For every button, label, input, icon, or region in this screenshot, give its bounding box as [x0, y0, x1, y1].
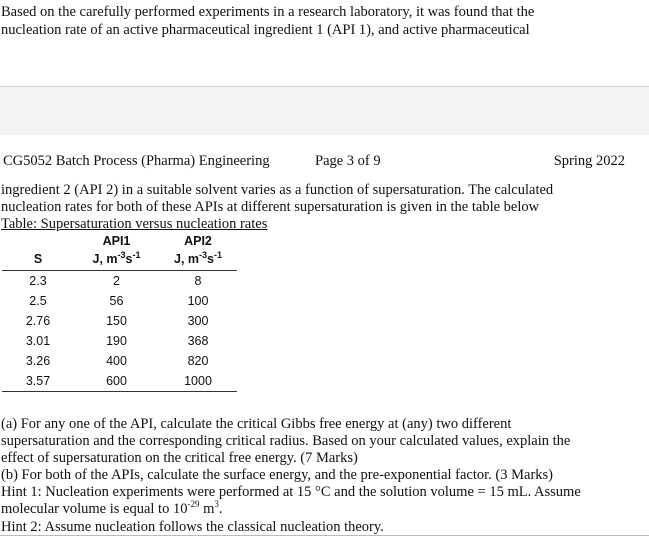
- cell-api1: 2: [113, 274, 120, 288]
- question-a-line: effect of supersaturation on the critical free energy. (7 Marks): [1, 450, 358, 466]
- page-header: [3, 152, 625, 170]
- table-caption: Table: Supersaturation versus nucleation rates: [1, 216, 268, 232]
- hint-2-line: Hint 2: Assume nucleation follows the classical nucleation theory.: [1, 519, 384, 535]
- cell-api2: 8: [194, 274, 202, 288]
- header-term: Spring 2022: [553, 153, 625, 169]
- cell-s: 3.57: [25, 374, 51, 388]
- header-s: S: [33, 252, 43, 266]
- hint-1-line: Hint 1: Nucleation experiments were performed at 15 °C and the solution volume = 15 mL. Assume: [1, 484, 581, 500]
- unit-header-api1: J, $m^{-3}s^{-1}$: [92, 249, 141, 266]
- header-api1: API1: [102, 233, 131, 248]
- cell-s: 3.26: [25, 354, 51, 368]
- nucleation-table: [2, 233, 237, 392]
- paragraph-line: nucleation rate of an active pharmaceutical ingredient 1 (API 1), and active pharmaceutical: [1, 22, 530, 38]
- table-group-header-row: [2, 233, 237, 248]
- table-row: [2, 291, 237, 311]
- cell-api1: 150: [106, 314, 127, 328]
- question-a-line: supersaturation and the corresponding critical radius. Based on your calculated values, explain the: [1, 433, 571, 449]
- table-row: [2, 371, 237, 392]
- cell-api1: 190: [106, 334, 127, 348]
- cell-api2: 300: [187, 314, 209, 328]
- table-row: [2, 271, 237, 292]
- cell-api2: 100: [187, 294, 209, 308]
- page-break-gap: [0, 86, 649, 136]
- cell-s: 2.3: [29, 274, 47, 288]
- cell-s: 2.5: [29, 294, 47, 308]
- unit-header-api2: J, $m^{-3}s^{-1}$: [174, 249, 222, 266]
- paragraph-line: Based on the carefully performed experiments in a research laboratory, it was found that the: [1, 4, 535, 20]
- hint-1-line: molecular volume is equal to $10^{-29}$ $m^3$.: [1, 499, 223, 517]
- document-page-top: [0, 0, 649, 60]
- cell-api1: 400: [106, 354, 127, 368]
- header-page-number: Page 3 of 9: [315, 153, 381, 169]
- paragraph-line: nucleation rates for both of these APIs at different supersaturation is given in the table below: [1, 199, 540, 215]
- table-unit-header-row: [2, 248, 237, 271]
- header-course: CG5052 Batch Process (Pharma) Engineering: [3, 153, 270, 169]
- table-row: [2, 351, 237, 371]
- table-row: [2, 311, 237, 331]
- question-a-line: (a) For any one of the API, calculate the critical Gibbs free energy at (any) two different: [1, 416, 512, 432]
- header-api2: API2: [184, 233, 212, 248]
- paragraph-line: ingredient 2 (API 2) in a suitable solvent varies as a function of supersaturation. The calculated: [1, 182, 554, 198]
- cell-s: 2.76: [25, 314, 51, 328]
- table-row: [2, 331, 237, 351]
- page-edge-divider: [0, 535, 649, 536]
- cell-api2: 368: [187, 334, 209, 348]
- cell-api1: 600: [106, 374, 127, 388]
- cell-s: 3.01: [25, 334, 51, 348]
- cell-api1: 56: [109, 294, 124, 308]
- cell-api2: 820: [187, 354, 209, 368]
- question-b-line: (b) For both of the APIs, calculate the surface energy, and the pre-exponential factor. (3 Marks): [1, 467, 554, 483]
- cell-api2: 1000: [184, 374, 212, 388]
